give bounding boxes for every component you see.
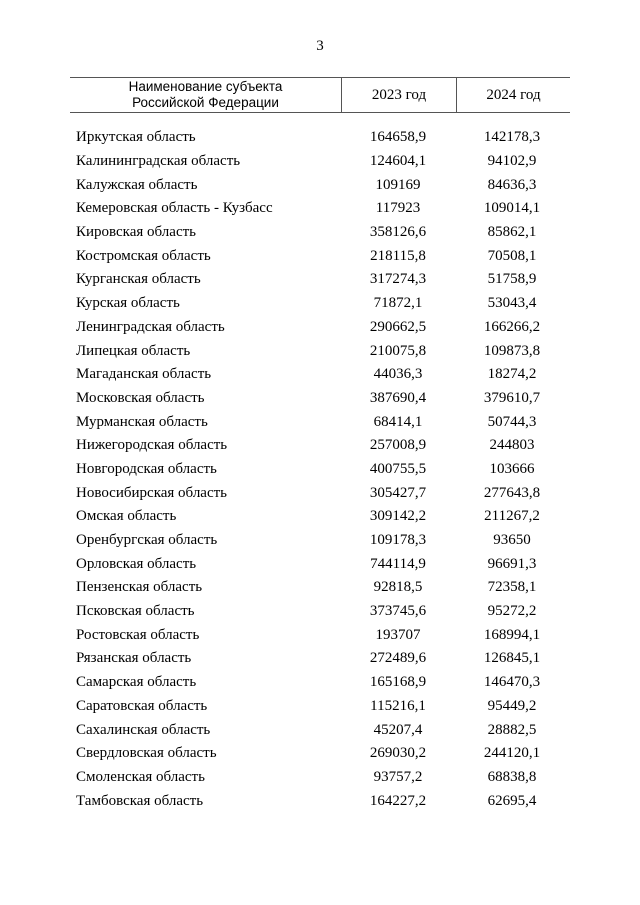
- value-2023-cell: 218115,8: [370, 247, 426, 264]
- table-row: [70, 742, 570, 766]
- region-name-cell: Ростовская область: [76, 626, 200, 643]
- region-name-cell: Свердловская область: [76, 745, 217, 762]
- value-2024-cell: 244120,1: [483, 745, 541, 762]
- table-row: [70, 363, 570, 387]
- region-name-cell: Самарская область: [76, 674, 197, 691]
- value-2023-cell: 744114,9: [370, 555, 426, 572]
- value-2023-cell: 164227,2: [369, 792, 427, 809]
- page-number: 3: [316, 38, 324, 54]
- table-row: [70, 434, 570, 458]
- region-name-cell: Московская область: [76, 389, 205, 406]
- region-name-cell: Калининградская область: [76, 153, 241, 170]
- value-2023-cell: 164658,9: [369, 129, 427, 146]
- table-row: [70, 244, 570, 268]
- region-name-cell: Омская область: [76, 508, 177, 525]
- table-row: [70, 695, 570, 719]
- value-2023-cell: 358126,6: [369, 224, 427, 241]
- value-2024-cell: 168994,1: [483, 626, 541, 643]
- value-2023-cell: 68414,1: [373, 413, 423, 430]
- value-2024-cell: 146470,3: [483, 674, 541, 691]
- value-2024-cell: 94102,9: [487, 153, 537, 170]
- value-2023-cell: 109169: [375, 176, 421, 193]
- table-row: [70, 576, 570, 600]
- region-name-cell: Курская область: [76, 295, 180, 312]
- value-2024-cell: 96691,3: [487, 555, 537, 572]
- table-row: [70, 552, 570, 576]
- header-region-name-line2: Российской Федерации: [132, 95, 279, 110]
- value-2024-cell: 68838,8: [487, 768, 537, 785]
- region-name-cell: Тамбовская область: [76, 792, 204, 809]
- region-name-cell: Сахалинская область: [76, 721, 211, 738]
- value-2024-cell: 72358,1: [487, 579, 537, 596]
- header-region-name: [70, 78, 341, 112]
- region-name-cell: Калужская область: [76, 176, 198, 193]
- value-2024-cell: 109873,8: [483, 342, 541, 359]
- value-2023-cell: 290662,5: [369, 318, 427, 335]
- value-2024-cell: 50744,3: [487, 413, 537, 430]
- value-2023-cell: 305427,7: [369, 484, 427, 501]
- region-name-cell: Смоленская область: [76, 768, 205, 785]
- table-row: [70, 789, 570, 813]
- header-year-2024: 2024 год: [456, 78, 570, 112]
- table-row: [70, 671, 570, 695]
- region-name-cell: Магаданская область: [76, 366, 212, 383]
- value-2023-cell: 71872,1: [373, 295, 423, 312]
- table-row: [70, 316, 570, 340]
- value-2023-cell: 387690,4: [369, 389, 427, 406]
- region-name-cell: Костромская область: [76, 247, 211, 264]
- table-header: [70, 77, 570, 113]
- value-2023-cell: 193707: [375, 626, 421, 643]
- value-2023-cell: 257008,9: [369, 437, 427, 454]
- table-row: [70, 268, 570, 292]
- value-2023-cell: 117923: [375, 200, 421, 217]
- table-row: [70, 126, 570, 150]
- region-name-cell: Саратовская область: [76, 697, 208, 714]
- value-2024-cell: 95272,2: [487, 603, 537, 620]
- value-2024-cell: 53043,4: [487, 295, 537, 312]
- table-row: [70, 647, 570, 671]
- value-2023-cell: 373745,6: [369, 603, 427, 620]
- value-2024-cell: 109014,1: [483, 200, 541, 217]
- table-row: [70, 623, 570, 647]
- value-2023-cell: 317274,3: [369, 271, 427, 288]
- region-name-cell: Пензенская область: [76, 579, 203, 596]
- value-2024-cell: 126845,1: [483, 650, 541, 667]
- table-row: [70, 718, 570, 742]
- header-year-2023: 2023 год: [341, 78, 456, 112]
- value-2024-cell: 95449,2: [487, 697, 537, 714]
- region-name-cell: Кемеровская область - Кузбасс: [76, 200, 273, 217]
- value-2023-cell: 124604,1: [369, 153, 427, 170]
- table-row: [70, 529, 570, 553]
- value-2024-cell: 211267,2: [484, 508, 540, 525]
- value-2024-cell: 277643,8: [483, 484, 541, 501]
- header-region-name-line1: Наименование субъекта: [128, 79, 283, 94]
- region-name-cell: Нижегородская область: [76, 437, 228, 454]
- value-2024-cell: 166266,2: [483, 318, 541, 335]
- value-2023-cell: 45207,4: [373, 721, 423, 738]
- value-2023-cell: 309142,2: [369, 508, 427, 525]
- value-2024-cell: 103666: [489, 460, 535, 477]
- table-row: [70, 339, 570, 363]
- value-2023-cell: 165168,9: [369, 674, 427, 691]
- value-2024-cell: 379610,7: [483, 389, 541, 406]
- value-2024-cell: 85862,1: [487, 224, 537, 241]
- region-name-cell: Новгородская область: [76, 460, 217, 477]
- table-row: [70, 766, 570, 790]
- region-name-cell: Иркутская область: [76, 129, 196, 146]
- region-name-cell: Псковская область: [76, 603, 195, 620]
- value-2024-cell: 93650: [493, 532, 531, 549]
- value-2024-cell: 84636,3: [487, 176, 537, 193]
- table-row: [70, 292, 570, 316]
- table-body: [70, 126, 570, 813]
- value-2024-cell: 28882,5: [487, 721, 537, 738]
- table-row: [70, 150, 570, 174]
- table-row: [70, 197, 570, 221]
- value-2023-cell: 210075,8: [369, 342, 427, 359]
- value-2023-cell: 44036,3: [373, 366, 423, 383]
- table-row: [70, 600, 570, 624]
- table-row: [70, 458, 570, 482]
- region-name-cell: Кировская область: [76, 224, 197, 241]
- value-2024-cell: 244803: [489, 437, 535, 454]
- value-2023-cell: 400755,5: [369, 460, 427, 477]
- region-name-cell: Курганская область: [76, 271, 201, 288]
- table-row: [70, 387, 570, 411]
- region-name-cell: Ленинградская область: [76, 318, 225, 335]
- region-name-cell: Мурманская область: [76, 413, 208, 430]
- value-2023-cell: 93757,2: [373, 768, 423, 785]
- region-name-cell: Новосибирская область: [76, 484, 228, 501]
- value-2024-cell: 18274,2: [487, 366, 537, 383]
- value-2023-cell: 92818,5: [373, 579, 423, 596]
- value-2023-cell: 269030,2: [369, 745, 427, 762]
- value-2023-cell: 109178,3: [369, 532, 427, 549]
- value-2024-cell: 51758,9: [487, 271, 537, 288]
- region-name-cell: Липецкая область: [76, 342, 191, 359]
- region-name-cell: Рязанская область: [76, 650, 192, 667]
- value-2023-cell: 272489,6: [369, 650, 427, 667]
- region-name-cell: Орловская область: [76, 555, 197, 572]
- region-name-cell: Оренбургская область: [76, 532, 218, 549]
- table-row: [70, 221, 570, 245]
- value-2024-cell: 142178,3: [483, 129, 541, 146]
- table-row: [70, 481, 570, 505]
- value-2024-cell: 70508,1: [487, 247, 537, 264]
- table-row: [70, 173, 570, 197]
- value-2023-cell: 115216,1: [370, 697, 426, 714]
- table-row: [70, 505, 570, 529]
- table-row: [70, 410, 570, 434]
- value-2024-cell: 62695,4: [487, 792, 537, 809]
